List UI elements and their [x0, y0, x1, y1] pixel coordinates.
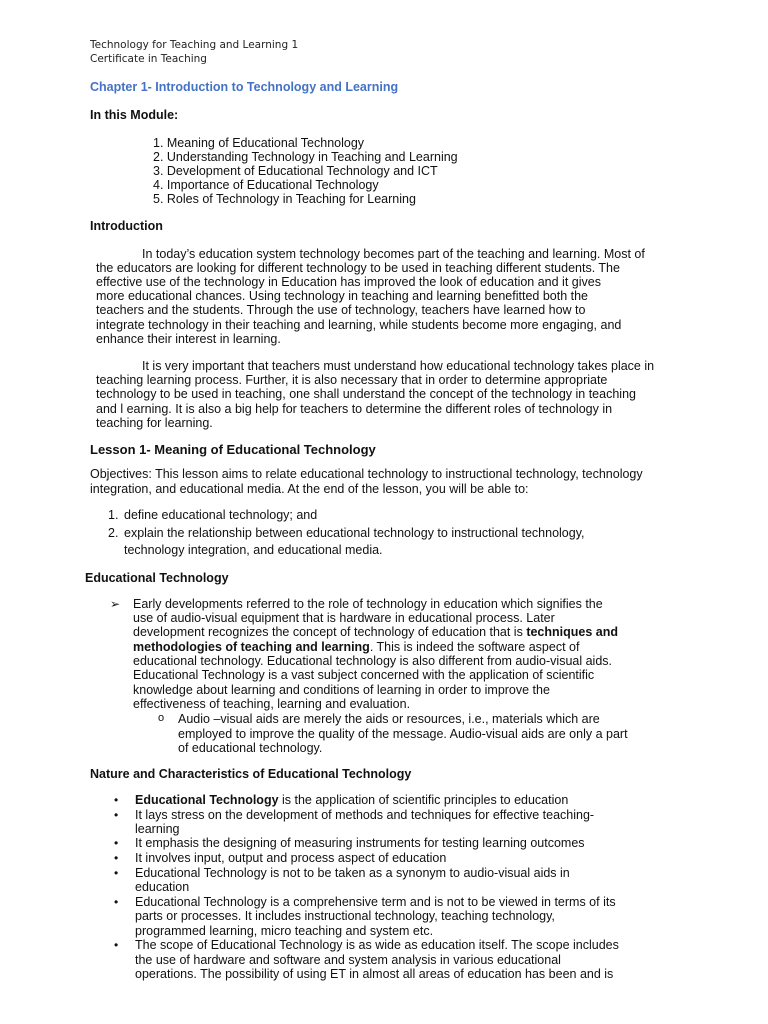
edtech-sub-line: of educational technology. [178, 741, 323, 755]
nature-bullet-item: Educational Technology is a comprehensive term and is not to be viewed in terms of its [135, 895, 616, 909]
intro-p1-line: effective use of the technology in Education has improved the look of education and it gives [96, 275, 601, 289]
intro-p1-line: enhance their interest in learning. [96, 332, 281, 346]
nature-bullet-item: It emphasis the designing of measuring instruments for testing learning outcomes [135, 836, 585, 850]
bullet-icon: • [114, 938, 119, 952]
chapter-title: Chapter 1- Introduction to Technology and Learning [90, 80, 399, 94]
edtech-line: educational technology. Educational technology is also different from audio-visual aids. [133, 654, 612, 668]
bullet-icon: • [114, 836, 119, 850]
nature-bullet-item: education [135, 880, 190, 894]
edtech-line: development recognizes the concept of technology of education that is techniques and [133, 625, 618, 639]
nature-bullet-item: It involves input, output and process aspect of education [135, 851, 447, 865]
nature-bullet-item: programmed learning, micro teaching and system etc. [135, 924, 434, 938]
intro-p2-line: teaching for learning. [96, 416, 213, 430]
edtech-line: knowledge about learning and conditions of learning in order to improve the [133, 683, 550, 697]
objectives-line: Objectives: This lesson aims to relate educational technology to instructional technology, technology [90, 467, 643, 481]
nature-bullet-item: the use of hardware and software and system analysis in various educational [135, 953, 561, 967]
intro-p2-line: technology to be used in teaching, one shall understand the concept of the technology in teaching [96, 387, 636, 401]
module-item: 5. Roles of Technology in Teaching for Learning [153, 192, 416, 206]
edtech-line: use of audio-visual equipment that is hardware in educational process. Later [133, 611, 555, 625]
edtech-line: Early developments referred to the role of technology in education which signifies the [133, 597, 603, 611]
edtech-line: effectiveness of teaching, learning and evaluation. [133, 697, 411, 711]
intro-p1-line: In today’s education system technology becomes part of the teaching and learning. Most of [142, 247, 645, 261]
intro-p2-line: teaching learning process. Further, it is also necessary that in order to determine appropriate [96, 373, 608, 387]
intro-p2-line: and l earning. It is also a big help for teachers to determine the different roles of technology in [96, 402, 613, 416]
intro-p2-line: It is very important that teachers must understand how educational technology takes place in [142, 359, 655, 373]
bullet-icon: • [114, 895, 119, 909]
module-item: 2. Understanding Technology in Teaching and Learning [153, 150, 458, 164]
nature-heading: Nature and Characteristics of Educational Technology [90, 767, 412, 781]
objectives-line: integration, and educational media. At the end of the lesson, you will be able to: [90, 482, 529, 496]
intro-p1-line: teachers and the students. Through the use of technology, teachers have learned how to [96, 303, 586, 317]
bullet-icon: • [114, 866, 119, 880]
intro-p1-line: more educational chances. Using technology in teaching and learning benefitted both the [96, 289, 589, 303]
bullet-icon: • [114, 851, 119, 865]
doc-header-title: Technology for Teaching and Learning 1 [90, 39, 299, 51]
objective-item: define educational technology; and [124, 508, 318, 522]
bullet-icon: • [114, 808, 119, 822]
edtech-heading: Educational Technology [85, 571, 229, 585]
intro-p1-line: the educators are looking for different technology to be used in teaching different students. The [96, 261, 620, 275]
introduction-heading: Introduction [90, 219, 163, 233]
nature-bullet-item: learning [135, 822, 180, 836]
nature-bullet-item: It lays stress on the development of methods and techniques for effective teaching- [135, 808, 595, 822]
objective-number: 2. [108, 526, 119, 540]
arrow-bullet-icon: ➢ [110, 597, 121, 611]
nature-bullet-item: The scope of Educational Technology is as wide as education itself. The scope includes [135, 938, 619, 952]
nature-bullet-item: Educational Technology is not to be taken as a synonym to audio-visual aids in [135, 866, 570, 880]
intro-p1-line: integrate technology in their teaching and learning, while students become more engaging, and [96, 318, 622, 332]
edtech-sub-line: Audio –visual aids are merely the aids or resources, i.e., materials which are [178, 712, 600, 726]
lesson-heading: Lesson 1- Meaning of Educational Technology [90, 442, 376, 457]
module-item: 4. Importance of Educational Technology [153, 178, 379, 192]
nature-bullet-item: parts or processes. It includes instructional technology, teaching technology, [135, 909, 555, 923]
nature-bullet-item: Educational Technology is the application of scientific principles to education [135, 793, 569, 807]
nature-bullet-item: operations. The possibility of using ET in almost all areas of education has been and is [135, 967, 614, 981]
objective-item: explain the relationship between educational technology to instructional technology, [124, 526, 585, 540]
edtech-sub-line: employed to improve the quality of the message. Audio-visual aids are only a part [178, 727, 628, 741]
sub-bullet-icon: o [158, 712, 165, 724]
bullet-icon: • [114, 793, 119, 807]
objective-item: technology integration, and educational media. [124, 543, 383, 557]
module-item: 3. Development of Educational Technology and ICT [153, 164, 438, 178]
module-item: 1. Meaning of Educational Technology [153, 136, 365, 150]
module-heading: In this Module: [90, 108, 179, 122]
doc-header-subtitle: Certificate in Teaching [90, 53, 207, 65]
edtech-line: Educational Technology is a vast subject concerned with the application of scientific [133, 668, 595, 682]
objective-number: 1. [108, 508, 119, 522]
edtech-line: methodologies of teaching and learning. This is indeed the software aspect of [133, 640, 580, 654]
